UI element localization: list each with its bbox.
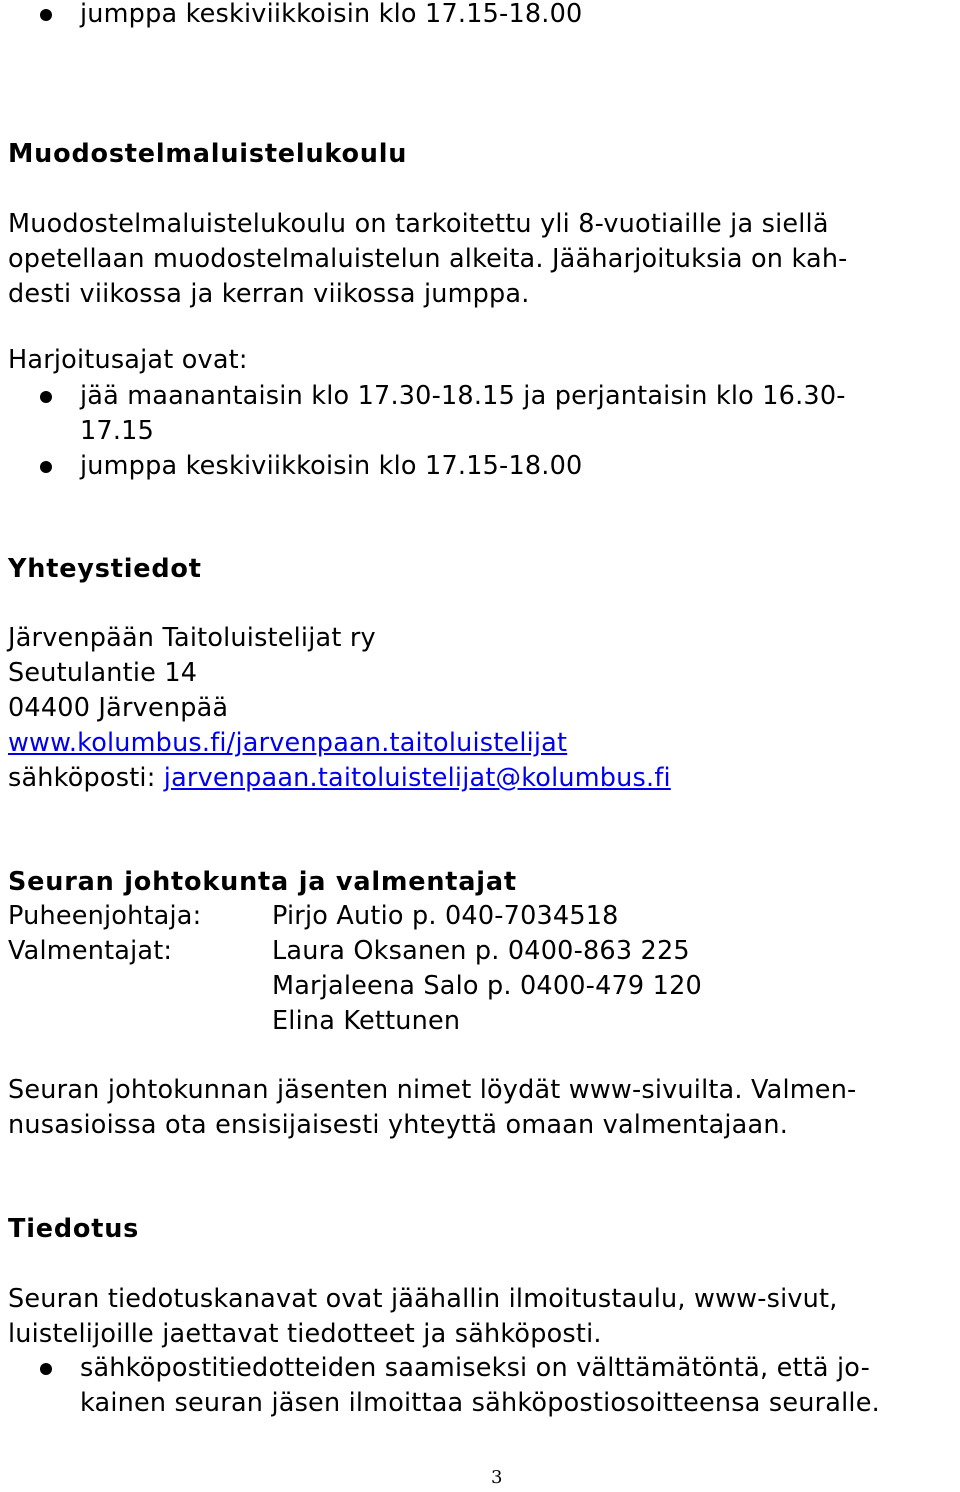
- bullet-icon: [40, 1363, 52, 1375]
- email-line: [8, 761, 671, 796]
- bullet-icon: [40, 461, 52, 473]
- section-heading-notice: Tiedotus: [8, 1214, 140, 1244]
- paragraph-line: Muodostelmaluistelukoulu on tarkoitettu yli 8-vuotiaille ja siellä: [8, 209, 829, 239]
- list-item-continuation: kainen seuran jäsen ilmoittaa sähköpostiosoitteensa seuralle.: [80, 1388, 880, 1418]
- paragraph-line: Seuran johtokunnan jäsenten nimet löydät www-sivuilta. Valmen-: [8, 1075, 857, 1105]
- org-name: Järvenpään Taitoluistelijat ry: [8, 623, 376, 653]
- paragraph-line: luistelijoille jaettavat tiedotteet ja sähköposti.: [8, 1319, 602, 1349]
- list-item: jumppa keskiviikkoisin klo 17.15-18.00: [80, 451, 583, 481]
- section-heading-board: Seuran johtokunta ja valmentajat: [8, 867, 517, 897]
- section-heading-contacts: Yhteystiedot: [8, 554, 202, 584]
- email-label: sähköposti:: [8, 763, 156, 793]
- street-address: Seutulantie 14: [8, 658, 198, 688]
- postal-city: 04400 Järvenpää: [8, 693, 229, 723]
- section-heading-school: Muodostelmaluistelukoulu: [8, 139, 408, 169]
- paragraph-line: desti viikossa ja kerran viikossa jumppa.: [8, 279, 530, 309]
- schedule-label: Harjoitusajat ovat:: [8, 345, 248, 375]
- bullet-icon: [40, 391, 52, 403]
- paragraph-line: nusasioissa ota ensisijaisesti yhteyttä omaan valmentajaan.: [8, 1110, 788, 1140]
- page-number: 3: [491, 1467, 503, 1488]
- bullet-icon: [40, 9, 52, 21]
- website-link[interactable]: www.kolumbus.fi/jarvenpaan.taitoluistelijat: [8, 728, 568, 758]
- list-item: jumppa keskiviikkoisin klo 17.15-18.00: [80, 0, 583, 29]
- paragraph-line: Seuran tiedotuskanavat ovat jäähallin ilmoitustaulu, www-sivut,: [8, 1284, 838, 1314]
- board-row-value: Marjaleena Salo p. 0400-479 120: [272, 971, 702, 1001]
- board-row-label: Valmentajat:: [8, 936, 173, 966]
- paragraph-line: opetellaan muodostelmaluistelun alkeita. Jääharjoituksia on kah-: [8, 244, 848, 274]
- board-row-value: Laura Oksanen p. 0400-863 225: [272, 936, 690, 966]
- list-item: jää maanantaisin klo 17.30-18.15 ja perjantaisin klo 16.30-: [80, 381, 846, 411]
- email-link[interactable]: jarvenpaan.taitoluistelijat@kolumbus.fi: [163, 763, 671, 793]
- board-row-value: Elina Kettunen: [272, 1006, 461, 1036]
- board-row-value: Pirjo Autio p. 040-7034518: [272, 901, 619, 931]
- board-row-label: Puheenjohtaja:: [8, 901, 202, 931]
- list-item-continuation: 17.15: [80, 416, 155, 446]
- list-item: sähköpostitiedotteiden saamiseksi on välttämätöntä, että jo-: [80, 1353, 870, 1383]
